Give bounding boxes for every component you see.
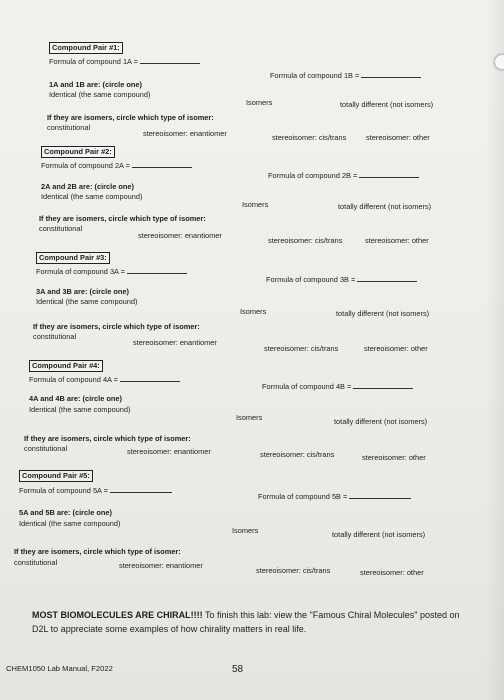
footer-manual: CHEM1050 Lab Manual, F2022 — [6, 664, 113, 673]
formula-a-label: Formula of compound 5A = — [19, 486, 108, 495]
option-identical[interactable]: Identical (the same compound) — [41, 192, 143, 201]
formula-b-blank[interactable] — [353, 381, 413, 389]
formula-b-blank[interactable] — [357, 274, 417, 282]
option-enantiomer[interactable]: stereoisomer: enantiomer — [119, 561, 203, 570]
option-totally-different[interactable]: totally different (not isomers) — [338, 202, 432, 211]
isomer-type-question: If they are isomers, circle which type of isomer: — [14, 547, 181, 556]
formula-b-blank[interactable] — [349, 491, 411, 499]
compound-pair-4 — [0, 360, 504, 470]
option-cis-trans[interactable]: stereoisomer: cis/trans — [260, 450, 335, 459]
option-cis-trans[interactable]: stereoisomer: cis/trans — [272, 133, 347, 142]
circle-one-question: 5A and 5B are: (circle one) — [19, 508, 112, 517]
option-constitutional[interactable]: constitutional — [47, 123, 91, 132]
circle-one-question: 3A and 3B are: (circle one) — [36, 287, 129, 296]
formula-b-line — [270, 70, 421, 80]
option-totally-different[interactable]: totally different (not isomers) — [340, 100, 434, 109]
circle-one-question: 2A and 2B are: (circle one) — [41, 182, 134, 191]
formula-a-line — [29, 374, 180, 384]
formula-a-label: Formula of compound 3A = — [36, 267, 125, 276]
formula-b-label: Formula of compound 3B = — [266, 275, 356, 284]
compound-pair-2 — [0, 146, 504, 256]
isomer-type-question: If they are isomers, circle which type of isomer: — [39, 214, 206, 223]
compound-pair-1 — [0, 42, 504, 152]
option-constitutional[interactable]: constitutional — [24, 444, 68, 453]
formula-a-blank[interactable] — [132, 160, 192, 168]
formula-a-label: Formula of compound 4A = — [29, 375, 118, 384]
option-isomers[interactable]: Isomers — [232, 526, 259, 535]
isomer-type-question: If they are isomers, circle which type of isomer: — [33, 322, 200, 331]
option-enantiomer[interactable]: stereoisomer: enantiomer — [143, 129, 227, 138]
isomer-type-question: If they are isomers, circle which type of isomer: — [47, 113, 214, 122]
option-isomers[interactable]: Isomers — [236, 413, 263, 422]
formula-b-label: Formula of compound 2B = — [268, 171, 358, 180]
formula-b-label: Formula of compound 5B = — [258, 492, 348, 501]
option-totally-different[interactable]: totally different (not isomers) — [336, 309, 430, 318]
isomer-type-question: If they are isomers, circle which type of isomer: — [24, 434, 191, 443]
pair-title: Compound Pair #5: — [19, 470, 93, 482]
formula-b-line — [262, 381, 413, 391]
formula-b-blank[interactable] — [359, 170, 419, 178]
formula-a-line — [49, 56, 200, 66]
formula-b-line — [266, 274, 417, 284]
option-cis-trans[interactable]: stereoisomer: cis/trans — [264, 344, 339, 353]
option-totally-different[interactable]: totally different (not isomers) — [334, 417, 428, 426]
formula-a-blank[interactable] — [120, 374, 180, 382]
option-identical[interactable]: Identical (the same compound) — [29, 405, 131, 414]
formula-a-line — [41, 160, 192, 170]
pair-title: Compound Pair #2: — [41, 146, 115, 158]
circle-one-question: 1A and 1B are: (circle one) — [49, 80, 142, 89]
option-constitutional[interactable]: constitutional — [14, 558, 58, 567]
pair-title: Compound Pair #4: — [29, 360, 103, 372]
chiral-note — [32, 608, 472, 636]
page-number: 58 — [232, 664, 244, 675]
option-identical[interactable]: Identical (the same compound) — [19, 519, 121, 528]
compound-pair-3 — [0, 252, 504, 362]
formula-b-label: Formula of compound 1B = — [270, 71, 360, 80]
formula-b-blank[interactable] — [361, 70, 421, 78]
formula-b-line — [258, 491, 411, 501]
pair-title: Compound Pair #1: — [49, 42, 123, 54]
option-isomers[interactable]: Isomers — [240, 307, 267, 316]
formula-a-label: Formula of compound 2A = — [41, 161, 130, 170]
option-other[interactable]: stereoisomer: other — [365, 236, 429, 245]
option-identical[interactable]: Identical (the same compound) — [36, 297, 138, 306]
option-other[interactable]: stereoisomer: other — [364, 344, 428, 353]
option-constitutional[interactable]: constitutional — [39, 224, 83, 233]
formula-a-line — [36, 266, 187, 276]
formula-b-label: Formula of compound 4B = — [262, 382, 352, 391]
formula-a-blank[interactable] — [140, 56, 200, 64]
option-cis-trans[interactable]: stereoisomer: cis/trans — [256, 566, 331, 575]
circle-one-question: 4A and 4B are: (circle one) — [29, 394, 122, 403]
formula-a-line — [19, 485, 172, 495]
option-other[interactable]: stereoisomer: other — [362, 453, 426, 462]
pair-title: Compound Pair #3: — [36, 252, 110, 264]
compound-pair-5 — [0, 470, 504, 580]
option-totally-different[interactable]: totally different (not isomers) — [332, 530, 426, 539]
option-enantiomer[interactable]: stereoisomer: enantiomer — [138, 231, 222, 240]
formula-a-blank[interactable] — [110, 485, 172, 493]
chiral-note-bold: MOST BIOMOLECULES ARE CHIRAL!!!! — [32, 610, 203, 620]
chiral-note-text: To finish this lab: view the "Famous Chiral Molecules" posted on D2L to appreciate some examples of how chirality matters in real life. — [32, 610, 460, 634]
formula-a-label: Formula of compound 1A = — [49, 57, 138, 66]
option-isomers[interactable]: Isomers — [246, 98, 273, 107]
option-enantiomer[interactable]: stereoisomer: enantiomer — [133, 338, 217, 347]
option-other[interactable]: stereoisomer: other — [360, 568, 424, 577]
formula-a-blank[interactable] — [127, 266, 187, 274]
formula-b-line — [268, 170, 419, 180]
option-constitutional[interactable]: constitutional — [33, 332, 77, 341]
option-cis-trans[interactable]: stereoisomer: cis/trans — [268, 236, 343, 245]
option-isomers[interactable]: Isomers — [242, 200, 269, 209]
option-other[interactable]: stereoisomer: other — [366, 133, 430, 142]
option-enantiomer[interactable]: stereoisomer: enantiomer — [127, 447, 211, 456]
option-identical[interactable]: Identical (the same compound) — [49, 90, 151, 99]
